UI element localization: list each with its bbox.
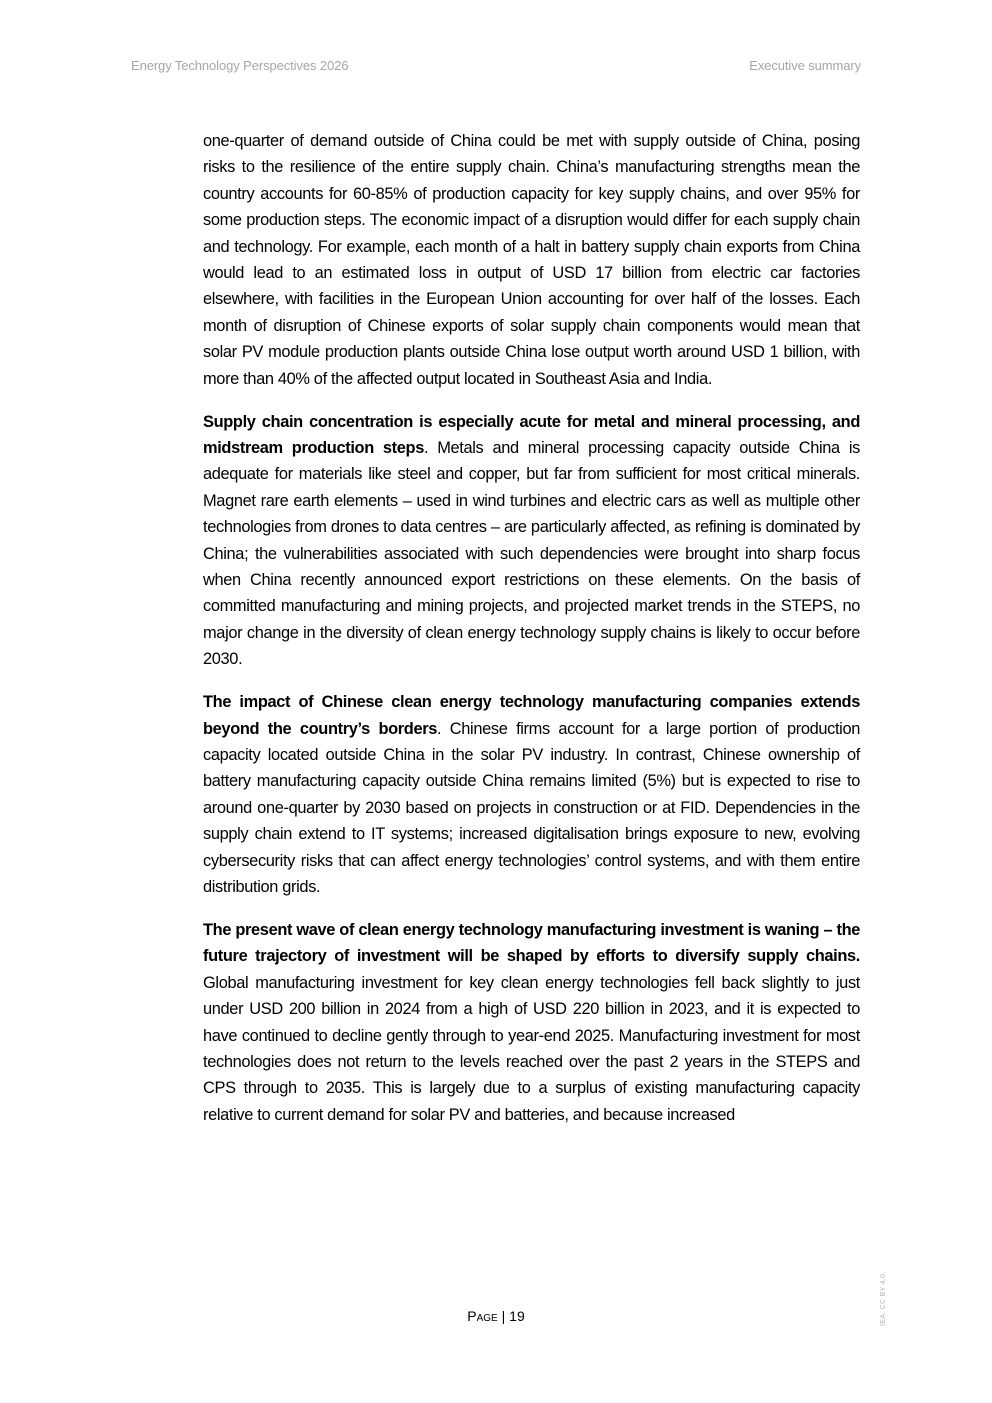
page-number: 19: [509, 1308, 525, 1324]
paragraph-text: one-quarter of demand outside of China could be met with supply outside of China, posing risks to the resilience of the entire supply chain. China’s manufacturing strengths mean the country accounts for 60-85% of production capacity for key supply chains, and over 95% for some production steps. The economic impact of a disruption would differ for each supply chain and technology. For example, each month of a halt in battery supply chain exports from China would lead to an estimated loss in output of USD 17 billion from electric car factories elsewhere, with facilities in the European Union accounting for over half of the losses. Each month of disruption of Chinese exports of solar supply chain components would mean that solar PV module production plants outside China lose output worth around USD 1 billion, with more than 40% of the affected output located in Southeast Asia and India.: [203, 132, 860, 388]
body-text: [203, 128, 860, 1145]
page-label: Page: [467, 1308, 498, 1324]
paragraph-2: [203, 409, 860, 673]
page-separator: |: [497, 1308, 510, 1324]
paragraph-lead: Supply chain concentration is especially acute for metal and mineral processing, and midstream production steps: [203, 412, 860, 457]
paragraph-3: [203, 689, 860, 900]
paragraph-lead: The impact of Chinese clean energy technology manufacturing companies extends beyond the country’s borders: [203, 693, 860, 738]
paragraph-lead: The present wave of clean energy technology manufacturing investment is waning – the future trajectory of investment will be shaped by efforts to diversify supply chains.: [203, 920, 860, 966]
page-footer: [0, 1308, 992, 1324]
paragraph-4: [203, 917, 860, 1128]
license-mark: IEA. CC BY 4.0.: [880, 1271, 887, 1326]
report-title: Energy Technology Perspectives 2026: [131, 58, 349, 73]
paragraph-text: Global manufacturing investment for key clean energy technologies fell back slightly to just under USD 200 billion in 2024 from a high of USD 220 billion in 2023, and it is expected to have continued to decline gently through to year-end 2025. Manufacturing investment for most technologies does not return to the levels reached over the past 2 years in the STEPS and CPS through to 2035. This is largely due to a surplus of existing manufacturing capacity relative to current demand for solar PV and batteries, and because increased: [203, 973, 860, 1124]
section-title: Executive summary: [749, 58, 861, 73]
paragraph-text: . Metals and mineral processing capacity outside China is adequate for materials like steel and copper, but far from sufficient for most critical minerals. Magnet rare earth elements – used in wind turbines and electric cars as well as multiple other technologies from drones to data centres – are particularly affected, as refining is dominated by China; the vulnerabilities associated with such dependencies were brought into sharp focus when China recently announced export restrictions on these elements. On the basis of committed manufacturing and mining projects, and projected market trends in the STEPS, no major change in the diversity of clean energy technology supply chains is likely to occur before 2030.: [203, 438, 860, 669]
running-header: [131, 58, 861, 76]
paragraph-text: . Chinese firms account for a large portion of production capacity located outside China in the solar PV industry. In contrast, Chinese ownership of battery manufacturing capacity outside China remains limited (5%) but is expected to rise to around one-quarter by 2030 based on projects in construction or at FID. Dependencies in the supply chain extend to IT systems; increased digitalisation brings exposure to new, evolving cybersecurity risks that can affect energy technologies’ control systems, and with them entire distribution grids.: [203, 719, 861, 896]
paragraph-1: [203, 128, 860, 392]
